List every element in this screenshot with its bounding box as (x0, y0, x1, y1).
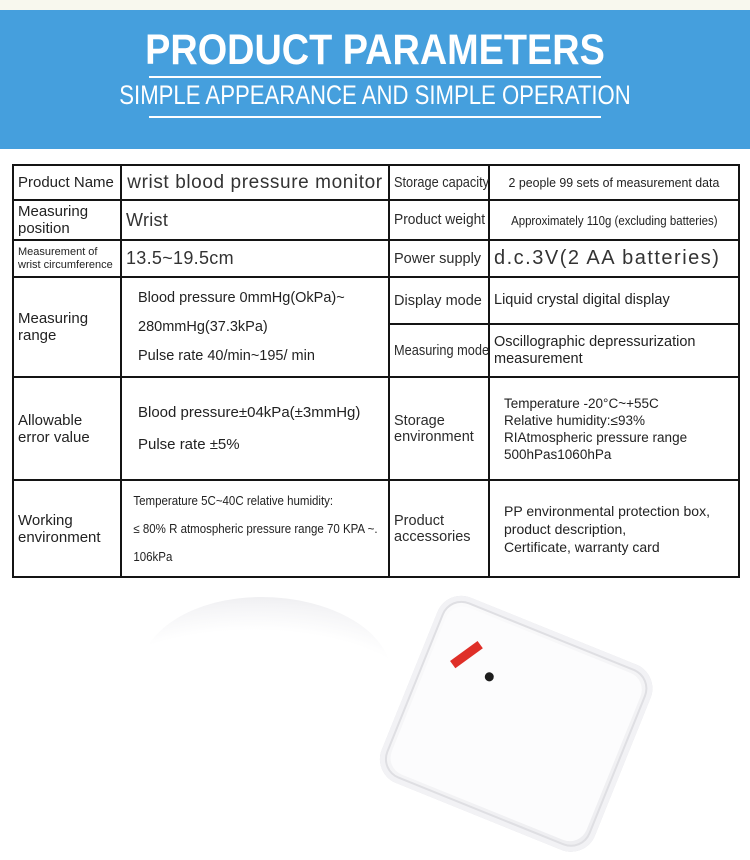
table-row (13, 165, 739, 200)
banner (0, 10, 750, 149)
label-wrist-circumference: Measurement of wrist circumference (13, 240, 121, 277)
spec-line: Blood pressure±04kPa(±3mmHg) (138, 404, 361, 421)
table-row (13, 277, 739, 324)
value-measuring-range (121, 277, 389, 377)
label-storage-capacity (389, 165, 489, 200)
spec-line: product description, (504, 520, 627, 537)
label-allowable-error: Allowable error value (13, 377, 121, 480)
table-row (13, 200, 739, 240)
top-strip (0, 0, 750, 10)
table-row (13, 240, 739, 277)
spec-line: PP environmental protection box, (504, 502, 710, 519)
value-working-environment (121, 480, 389, 577)
spec-table (12, 164, 740, 578)
page-subtitle: SIMPLE APPEARANCE AND SIMPLE OPERATION (119, 80, 631, 110)
label-product-accessories: Product accessories (389, 480, 489, 577)
value-measuring-mode: Oscillographic depressurization measurement (489, 324, 739, 377)
value-storage-environment (489, 377, 739, 480)
label-display-mode: Display mode (389, 277, 489, 324)
value-measuring-position: Wrist (121, 200, 389, 240)
spec-line: ≤ 80% R atmospheric pressure range 70 KPA ~. (133, 521, 378, 536)
spec-line: Certificate, warranty card (504, 538, 660, 555)
spec-line: RIAtmospheric pressure range (504, 429, 688, 445)
value-allowable-error (121, 377, 389, 480)
label-product-weight-text: Product weight (394, 212, 486, 228)
device-button-dot (483, 671, 495, 683)
spec-line: Temperature 5C~40C relative humidity: (133, 493, 334, 508)
label-measuring-range: Measuring range (13, 277, 121, 377)
label-product-weight (389, 200, 489, 240)
label-measuring-mode (389, 324, 489, 377)
label-product-name: Product Name (13, 165, 121, 200)
table-row (13, 480, 739, 577)
device-face (385, 601, 647, 847)
spec-line: 500hPas1060hPa (504, 446, 612, 462)
value-power-supply: d.c.3V(2 AA batteries) (489, 240, 739, 277)
label-measuring-position: Measuring position (13, 200, 121, 240)
spec-line: Temperature -20°C~+55C (504, 395, 659, 411)
value-product-accessories (489, 480, 739, 577)
red-accent-mark (450, 641, 483, 668)
value-display-mode: Liquid crystal digital display (489, 277, 739, 324)
spec-line: 106kPa (133, 549, 173, 564)
value-storage-capacity-text: 2 people 99 sets of measurement data (508, 175, 720, 190)
value-wrist-circumference: 13.5~19.5cm (121, 240, 389, 277)
label-power-supply: Power supply (389, 240, 489, 277)
table-row (13, 377, 739, 480)
spec-line: Relative humidity:≤93% (504, 412, 645, 428)
subtitle-underline (149, 116, 601, 118)
label-working-environment: Working environment (13, 480, 121, 577)
value-product-weight-text: Approximately 110g (excluding batteries) (510, 212, 718, 228)
value-product-weight (489, 200, 739, 240)
product-photo-right-device (372, 588, 660, 860)
spec-line: Pulse rate ±5% (138, 436, 240, 453)
product-photo-left-device (140, 597, 392, 677)
label-storage-capacity-text: Storage capacity (394, 174, 490, 191)
spec-line: Pulse rate 40/min~195/ min (138, 347, 315, 364)
page-title: PRODUCT PARAMETERS (145, 26, 605, 74)
spec-line: 280mmHg(37.3kPa) (138, 318, 268, 335)
title-underline (149, 76, 601, 78)
label-measuring-mode-text: Measuring mode (394, 342, 490, 359)
value-product-name: wrist blood pressure monitor (121, 165, 389, 200)
spec-line: Blood pressure 0mmHg(OkPa)~ (138, 289, 345, 306)
value-storage-capacity (489, 165, 739, 200)
label-storage-environment: Storage environment (389, 377, 489, 480)
